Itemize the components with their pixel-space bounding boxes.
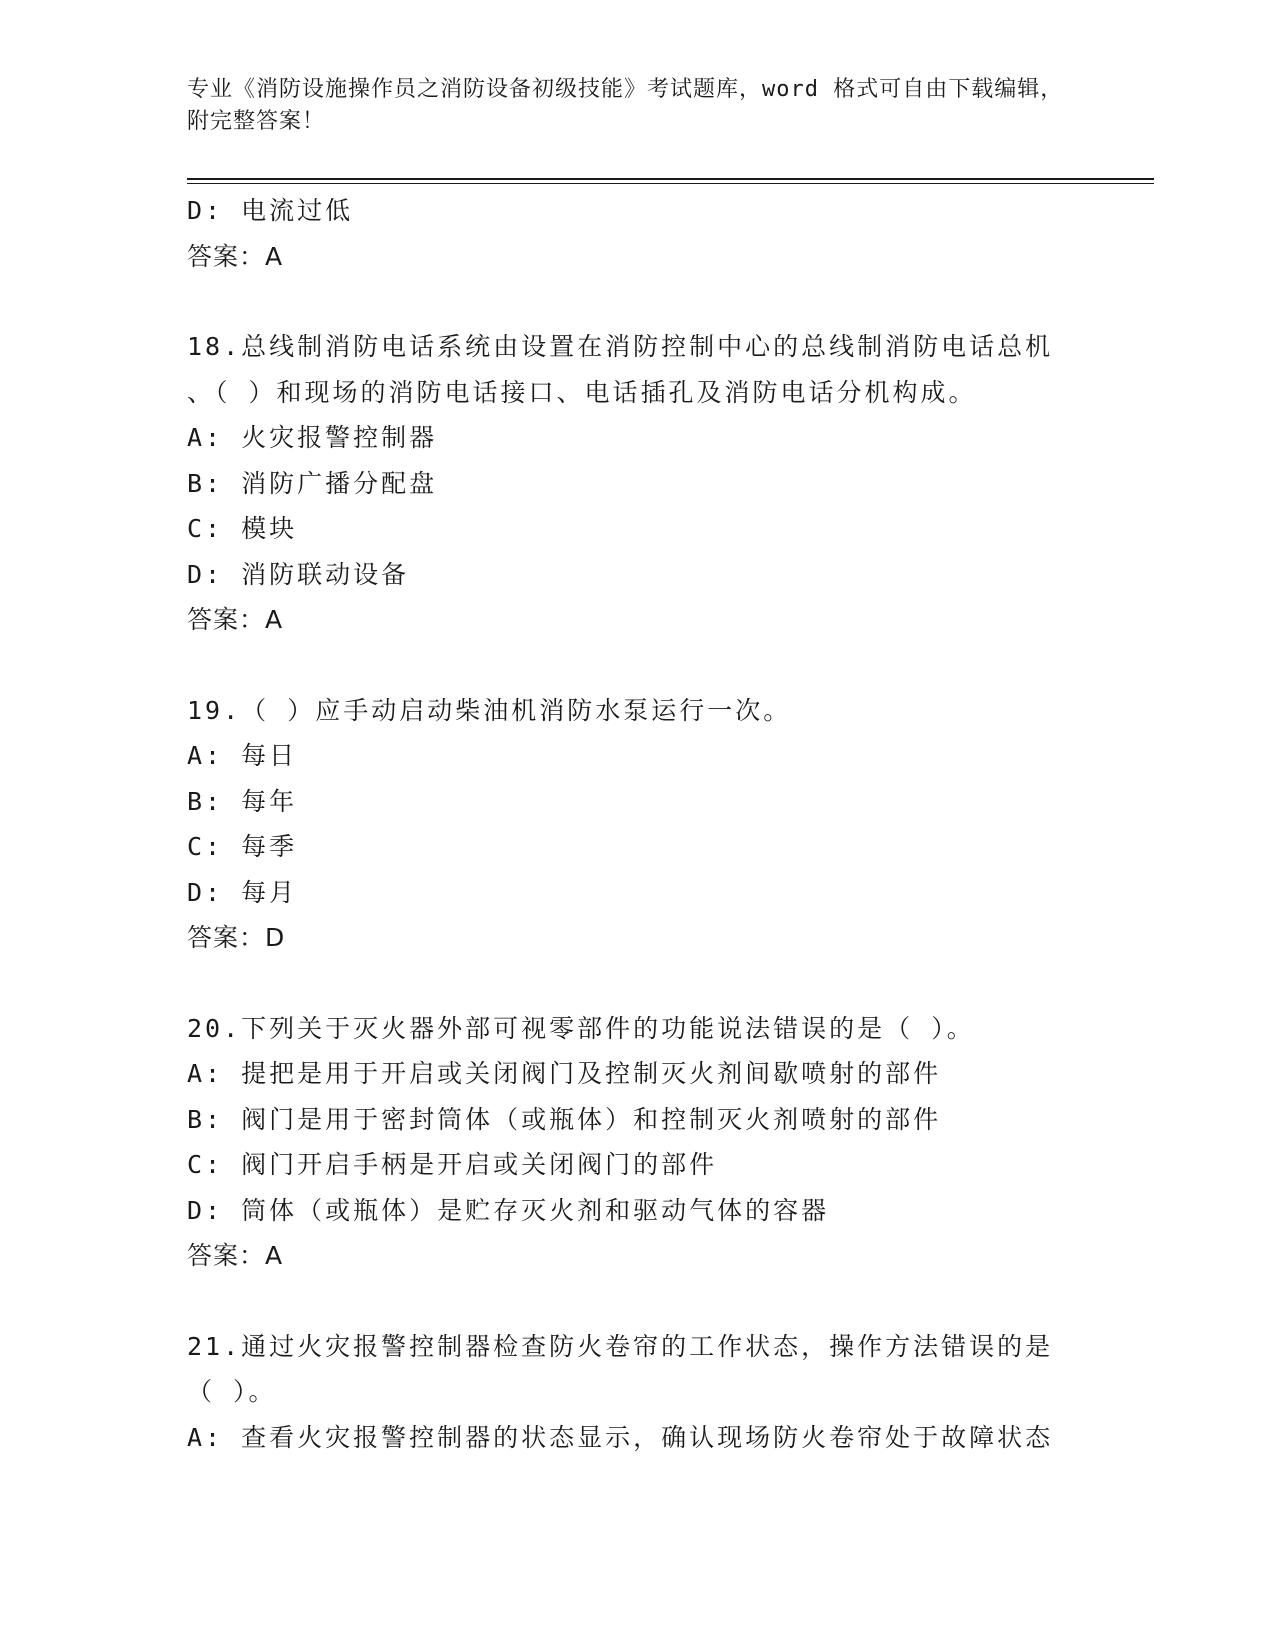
document-header: 专业《消防设施操作员之消防设备初级技能》考试题库，word 格式可自由下载编辑，附完整答案！ bbox=[187, 77, 1064, 134]
answer-line: 答案：A bbox=[187, 605, 284, 634]
option-d: D: 消防联动设备 bbox=[187, 559, 410, 589]
question-stem: 19.（ ）应手动启动柴油机消防水泵运行一次。 bbox=[187, 695, 792, 725]
option-a: A: 每日 bbox=[187, 741, 298, 770]
header-rule-thick bbox=[187, 178, 1154, 180]
question-stem: 21.通过火灾报警控制器检查防火卷帘的工作状态，操作方法错误的是 bbox=[187, 1331, 1054, 1361]
option-d: D: 电流过低 bbox=[187, 196, 354, 225]
question-stem: 18.总线制消防电话系统由设置在消防控制中心的总线制消防电话总机 bbox=[187, 332, 1054, 361]
option-d: D: 筒体（或瓶体）是贮存灭火剂和驱动气体的容器 bbox=[187, 1195, 830, 1225]
option-b: B: 阀门是用于密封筒体（或瓶体）和控制灭火剂喷射的部件 bbox=[187, 1104, 942, 1134]
option-b: B: 每年 bbox=[187, 786, 298, 816]
question-stem-continued: 、（ ）和现场的消防电话接口、电话插孔及消防电话分机构成。 bbox=[187, 377, 977, 407]
answer-line: 答案：D bbox=[187, 923, 286, 952]
option-a: A: 查看火灾报警控制器的状态显示，确认现场防火卷帘处于故障状态 bbox=[187, 1422, 1054, 1452]
option-c: C: 模块 bbox=[187, 514, 298, 543]
question-18 bbox=[187, 324, 1087, 643]
option-c: C: 每季 bbox=[187, 832, 298, 861]
option-c: C: 阀门开启手柄是开启或关闭阀门的部件 bbox=[187, 1150, 718, 1179]
option-b: B: 消防广播分配盘 bbox=[187, 468, 438, 498]
question-21 bbox=[187, 1324, 1087, 1461]
answer-line: 答案：A bbox=[187, 1241, 284, 1270]
question-20 bbox=[187, 1006, 1087, 1279]
option-a: A: 提把是用于开启或关闭阀门及控制灭火剂间歇喷射的部件 bbox=[187, 1059, 942, 1088]
question-stem: 20.下列关于灭火器外部可视零部件的功能说法错误的是（ ）。 bbox=[187, 1013, 975, 1043]
question-list bbox=[187, 188, 1087, 1460]
answer-line: 答案：A bbox=[187, 241, 284, 271]
question-19 bbox=[187, 688, 1087, 961]
option-d: D: 每月 bbox=[187, 877, 298, 907]
header-rule-thin bbox=[187, 183, 1154, 184]
option-a: A: 火灾报警控制器 bbox=[187, 423, 438, 452]
question-stem-continued: （ ）。 bbox=[187, 1377, 277, 1406]
